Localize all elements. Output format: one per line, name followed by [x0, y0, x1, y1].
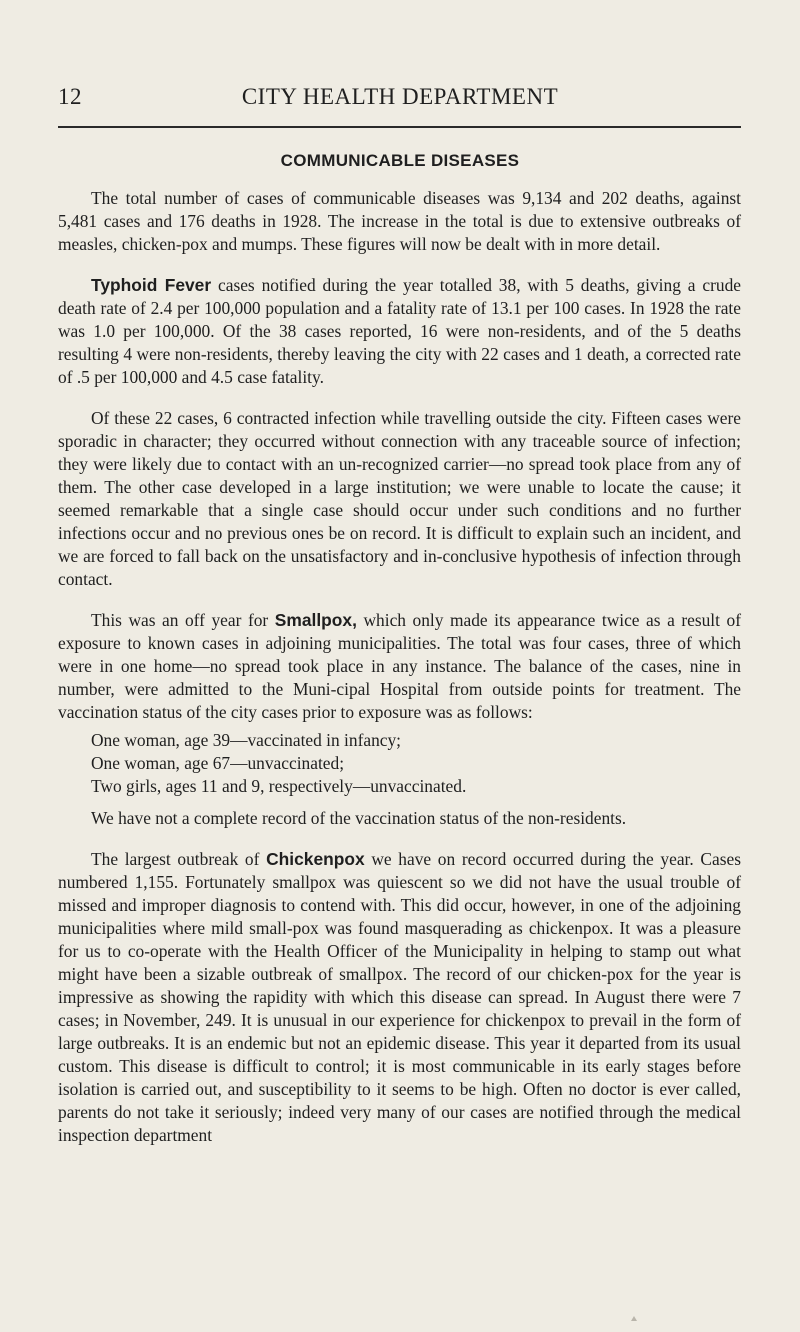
section-title: COMMUNICABLE DISEASES — [280, 151, 520, 170]
chickenpox-paragraph — [58, 848, 741, 1147]
typhoid-paragraph — [58, 274, 741, 389]
page-number: 12 — [58, 84, 82, 109]
non-residents-text: We have not a complete record of the vaccination status of the non-residents. — [91, 808, 627, 828]
typhoid-detail-text: Of these 22 cases, 6 contracted infection while travelling outside the city. Fifteen cases were sporadic in character; they occurred without connection with any traceable source of infection; they were likely due to contact with an un-recognized carrier—no spread took place from any of them. The other case developed in a large institution; we were unable to locate the cause; it seemed remarkable that a single case should occur under such conditions and no further infections occur and no previous ones be on record. It is difficult to explain such an incident, and we are forced to fall back on the unsatisfactory and in-conclusive hypothesis of infection through contact. — [58, 408, 741, 589]
intro-paragraph — [58, 187, 741, 256]
header-rule — [58, 126, 741, 128]
typhoid-heading: Typhoid Fever — [91, 275, 212, 295]
vaccination-status-list — [58, 729, 741, 798]
typhoid-text: cases notified during the year totalled 38, with 5 deaths, giving a crude death rate of 2.4 per 100,000 population and a fatality rate of 13.1 per 100 cases. In 1928 the rate was 1.0 per 100,000. Of the 38 cases reported, 16 were non-residents, and of the 5 deaths resulting 4 were non-residents, thereby leaving the city with 22 cases and 1 death, a corrected rate of .5 per 100,000 and 4.5 case fatality. — [58, 275, 741, 387]
chickenpox-intro-text: The largest outbreak of — [91, 849, 260, 869]
smallpox-intro-text: This was an off year for — [91, 610, 269, 630]
list-item: One woman, age 67—unvaccinated; — [91, 753, 345, 773]
intro-text: The total number of cases of communicable diseases was 9,134 and 202 deaths, against 5,481 cases and 176 deaths in 1928. The increase in the total is due to extensive outbreaks of measles, chicken-pox and mumps. These figures will now be dealt with in more detail. — [58, 188, 741, 254]
typhoid-detail-paragraph — [58, 407, 741, 591]
body-text — [58, 187, 741, 1165]
list-item: Two girls, ages 11 and 9, respectively—unvaccinated. — [91, 776, 467, 796]
smallpox-text: which only made its appearance twice as a result of exposure to known cases in adjoining municipalities. The total was four cases, three of which were in one home—no spread took place in any instance. The balance of the cases, nine in number, were admitted to the Muni-cipal Hospital from outside points for treatment. The vaccination status of the city cases prior to exposure was as follows: — [58, 610, 741, 722]
running-header — [58, 84, 742, 112]
chickenpox-text: we have on record occurred during the year. Cases numbered 1,155. Fortunately smallpox was quiescent so we did not have the usual trouble of missed and improper diagnosis to contend with. This did occur, however, in one of the adjoining municipalities where mild small-pox was found masquerading as chickenpox. It was a pleasure for us to co-operate with the Health Officer of the Municipality in helping to stamp out what might have been a sizable outbreak of smallpox. The record of our chicken-pox for the year is impressive as showing the rapidity with which this disease can spread. In August there were 7 cases; in November, 249. It is unusual in our experience for chickenpox to prevail in the form of large outbreaks. It is an endemic but not an epidemic disease. This year it departed from its usual custom. This disease is difficult to control; it is most communicable in its early stages before isolation is carried out, and susceptibility to it seems to be high. Often no doctor is ever called, parents do not take it seriously; indeed very many of our cases are notified through the medical inspection department — [58, 849, 741, 1145]
header-title: CITY HEALTH DEPARTMENT — [241, 84, 559, 109]
smallpox-paragraph — [58, 609, 741, 724]
non-residents-paragraph — [58, 807, 741, 830]
print-mark — [631, 1316, 637, 1321]
list-item: One woman, age 39—vaccinated in infancy; — [91, 730, 402, 750]
smallpox-heading: Smallpox, — [274, 610, 357, 630]
chickenpox-heading: Chickenpox — [266, 849, 365, 869]
